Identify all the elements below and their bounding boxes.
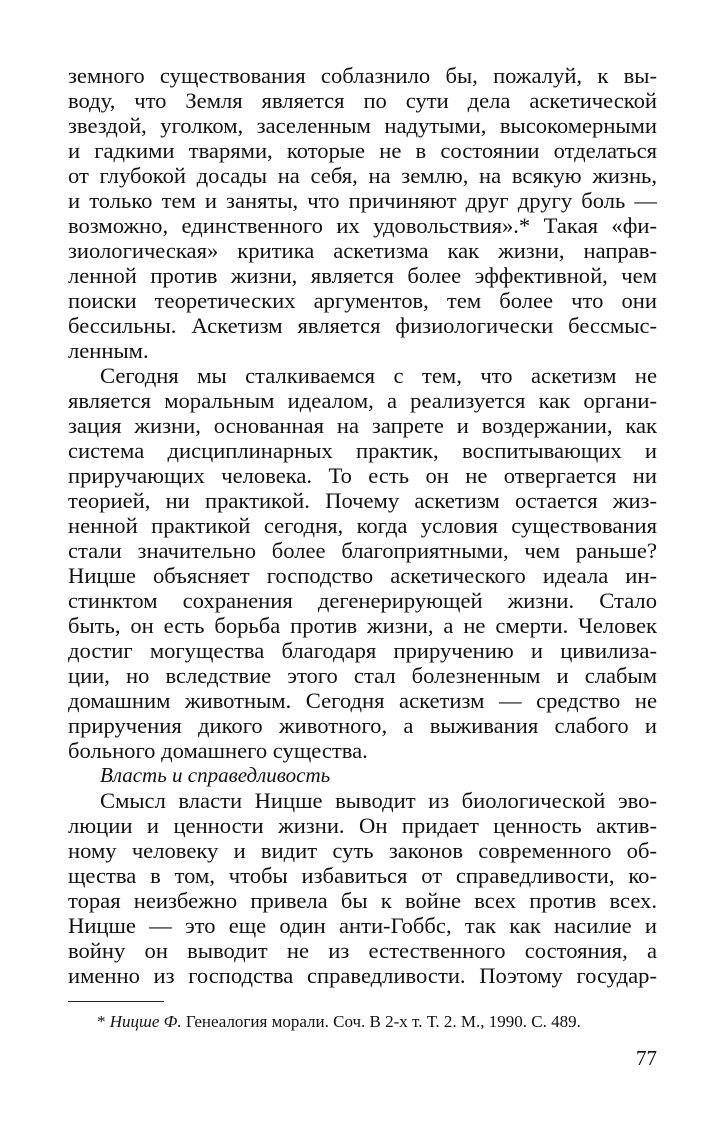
text-line: и только тем и заняты, что причиняют друг другу боль — <box>68 188 657 213</box>
text-line: теорией, ни практикой. Почему аскетизм остается жиз- <box>68 488 657 513</box>
footnote-divider <box>68 1001 164 1002</box>
footnote <box>97 1011 657 1033</box>
text-line: стали значительно более благоприятными, чем раньше? <box>68 538 657 563</box>
text-line: земного существования соблазнило бы, пожалуй, к вы- <box>68 63 657 88</box>
text-line: бессильны. Аскетизм является физиологически бессмыс- <box>68 313 657 338</box>
text-line: Смысл власти Ницше выводит из биологической эво- <box>100 788 657 813</box>
text-line: и гадкими тварями, которые не в состоянии отделаться <box>68 138 657 163</box>
text-line: войну он выводит не из естественного состояния, а <box>68 938 657 963</box>
text-line: возможно, единственного их удовольствия».* Такая «фи- <box>68 213 657 238</box>
text-line: быть, он есть борьба против жизни, а не смерти. Человек <box>68 613 657 638</box>
section-subheading: Власть и справедливость <box>100 763 331 787</box>
text-line: люции и ценности жизни. Он придает ценность актив- <box>68 813 657 838</box>
text-line: приручения дикого животного, а выживания слабого и <box>68 713 657 738</box>
text-line: торая неизбежно привела бы к войне всех против всех. <box>68 888 657 913</box>
paragraph-3 <box>68 788 657 988</box>
text-line: поиски теоретических аргументов, тем более что они <box>68 288 657 313</box>
footnote-citation: Генеалогия морали. Соч. В 2-х т. Т. 2. М., 1990. С. 489. <box>181 1012 581 1031</box>
text-line: зация жизни, основанная на запрете и воздержании, как <box>68 413 657 438</box>
text-line: ленной против жизни, является более эффективной, чем <box>68 263 657 288</box>
text-line: ненной практикой сегодня, когда условия существования <box>68 513 657 538</box>
text-line: является моральным идеалом, а реализуется как органи- <box>68 388 657 413</box>
paragraph-1 <box>68 63 657 363</box>
text-line: от глубокой досады на себя, на землю, на всякую жизнь, <box>68 163 657 188</box>
text-line: звездой, уголком, заселенным надутыми, высокомерными <box>68 113 657 138</box>
text-line: приручающих человека. То есть он не отвергается ни <box>68 463 657 488</box>
text-line: система дисциплинарных практик, воспитывающих и <box>68 438 657 463</box>
text-line: ленным. <box>68 338 149 363</box>
text-line: зиологическая» критика аскетизма как жизни, направ- <box>68 238 657 263</box>
paragraph-2 <box>68 363 657 763</box>
text-line: Сегодня мы сталкиваемся с тем, что аскетизм не <box>100 363 657 388</box>
text-line: больного домашнего существа. <box>68 738 368 763</box>
text-line: именно из господства справедливости. Поэтому государ- <box>68 963 657 988</box>
text-line: домашним животным. Сегодня аскетизм — средство не <box>68 688 657 713</box>
text-line: Ницше — это еще один анти-Гоббс, так как насилие и <box>68 913 657 938</box>
text-line: стинктом сохранения дегенерирующей жизни. Стало <box>68 588 657 613</box>
footnote-author: Ницше Ф. <box>109 1012 182 1031</box>
text-line: Ницше объясняет господство аскетического идеала ин- <box>68 563 657 588</box>
text-line: ции, но вследствие этого стал болезненным и слабым <box>68 663 657 688</box>
text-line: ному человеку и видит суть законов современного об- <box>68 838 657 863</box>
text-line: достиг могущества благодаря приручению и цивилиза- <box>68 638 657 663</box>
text-line: щества в том, чтобы избавиться от справедливости, ко- <box>68 863 657 888</box>
main-text <box>68 63 657 988</box>
page-number: 77 <box>636 1046 657 1070</box>
footnote-marker: * <box>97 1012 110 1031</box>
text-line: воду, что Земля является по сути дела аскетической <box>68 88 657 113</box>
